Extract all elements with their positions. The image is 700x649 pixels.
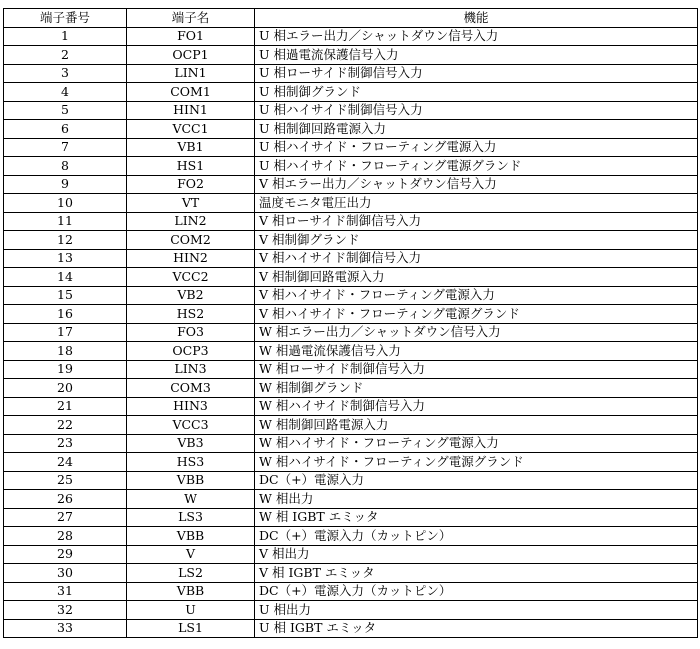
pin-name-cell: LS2	[127, 564, 255, 583]
table-row	[4, 323, 698, 342]
pin-number-cell: 33	[4, 619, 127, 638]
pin-name-cell: HIN3	[127, 397, 255, 416]
table-row	[4, 138, 698, 157]
pin-function-cell: W 相ハイサイド・フローティング電源グランド	[255, 453, 698, 472]
table-row	[4, 64, 698, 83]
table-row	[4, 305, 698, 324]
pin-function-cell: W 相エラー出力／シャットダウン信号入力	[255, 323, 698, 342]
pin-function-cell: V 相制御回路電源入力	[255, 268, 698, 287]
pin-name-cell: U	[127, 601, 255, 620]
table-row	[4, 453, 698, 472]
table-row	[4, 545, 698, 564]
pin-function-cell: V 相ハイサイド制御信号入力	[255, 249, 698, 268]
pin-name-cell: LIN1	[127, 64, 255, 83]
pin-name-cell: HS3	[127, 453, 255, 472]
pin-number-cell: 15	[4, 286, 127, 305]
pin-function-cell: V 相ローサイド制御信号入力	[255, 212, 698, 231]
pin-name-cell: FO1	[127, 27, 255, 46]
pin-function-cell: W 相過電流保護信号入力	[255, 342, 698, 361]
table-row	[4, 212, 698, 231]
pin-function-cell: DC（+）電源入力（カットピン）	[255, 582, 698, 601]
pin-name-cell: VB3	[127, 434, 255, 453]
table-header	[4, 9, 698, 28]
pin-number-cell: 30	[4, 564, 127, 583]
pin-name-cell: HS1	[127, 157, 255, 176]
table-row	[4, 601, 698, 620]
pin-function-cell: U 相エラー出力／シャットダウン信号入力	[255, 27, 698, 46]
pin-name-cell: LIN2	[127, 212, 255, 231]
table-row	[4, 83, 698, 102]
pin-number-cell: 14	[4, 268, 127, 287]
pin-name-cell: OCP3	[127, 342, 255, 361]
pin-number-cell: 23	[4, 434, 127, 453]
pin-function-cell: V 相制御グランド	[255, 231, 698, 250]
table-row	[4, 46, 698, 65]
pin-number-cell: 16	[4, 305, 127, 324]
pin-function-cell: V 相 IGBT エミッタ	[255, 564, 698, 583]
pin-name-cell: HS2	[127, 305, 255, 324]
pin-function-cell: W 相出力	[255, 490, 698, 509]
table-row	[4, 194, 698, 213]
pin-function-cell: U 相ハイサイド制御信号入力	[255, 101, 698, 120]
table-row	[4, 120, 698, 139]
pin-name-cell: COM1	[127, 83, 255, 102]
pin-number-cell: 5	[4, 101, 127, 120]
pin-name-cell: VB2	[127, 286, 255, 305]
pin-number-cell: 29	[4, 545, 127, 564]
pin-name-cell: VBB	[127, 527, 255, 546]
pin-function-table	[3, 8, 698, 638]
pin-function-cell: V 相ハイサイド・フローティング電源グランド	[255, 305, 698, 324]
pin-function-cell: U 相ローサイド制御信号入力	[255, 64, 698, 83]
pin-name-cell: FO2	[127, 175, 255, 194]
pin-number-cell: 8	[4, 157, 127, 176]
header-pin-number: 端子番号	[4, 9, 127, 28]
pin-number-cell: 32	[4, 601, 127, 620]
pin-number-cell: 2	[4, 46, 127, 65]
header-pin-name: 端子名	[127, 9, 255, 28]
table-row	[4, 101, 698, 120]
table-row	[4, 286, 698, 305]
pin-name-cell: LS3	[127, 508, 255, 527]
pin-name-cell: VCC2	[127, 268, 255, 287]
header-function: 機能	[255, 9, 698, 28]
pin-number-cell: 10	[4, 194, 127, 213]
pin-function-cell: V 相出力	[255, 545, 698, 564]
pin-number-cell: 20	[4, 379, 127, 398]
table-body	[4, 27, 698, 638]
table-row	[4, 231, 698, 250]
pin-name-cell: VCC3	[127, 416, 255, 435]
table-row	[4, 360, 698, 379]
pin-number-cell: 28	[4, 527, 127, 546]
table-row	[4, 564, 698, 583]
pin-function-cell: U 相過電流保護信号入力	[255, 46, 698, 65]
pin-number-cell: 1	[4, 27, 127, 46]
pin-function-cell: W 相ハイサイド・フローティング電源入力	[255, 434, 698, 453]
table-row	[4, 471, 698, 490]
pin-number-cell: 17	[4, 323, 127, 342]
table-row	[4, 527, 698, 546]
pin-number-cell: 27	[4, 508, 127, 527]
table-row	[4, 27, 698, 46]
pin-number-cell: 9	[4, 175, 127, 194]
table-row	[4, 582, 698, 601]
pin-function-cell: DC（+）電源入力	[255, 471, 698, 490]
pin-name-cell: VCC1	[127, 120, 255, 139]
table-row	[4, 490, 698, 509]
pin-function-cell: V 相ハイサイド・フローティング電源入力	[255, 286, 698, 305]
pin-name-cell: W	[127, 490, 255, 509]
pin-number-cell: 31	[4, 582, 127, 601]
table-row	[4, 157, 698, 176]
pin-name-cell: COM2	[127, 231, 255, 250]
table-row	[4, 508, 698, 527]
pin-number-cell: 26	[4, 490, 127, 509]
table-row	[4, 379, 698, 398]
pin-name-cell: HIN2	[127, 249, 255, 268]
pin-function-cell: W 相 IGBT エミッタ	[255, 508, 698, 527]
pin-function-cell: U 相ハイサイド・フローティング電源入力	[255, 138, 698, 157]
pin-number-cell: 4	[4, 83, 127, 102]
pin-number-cell: 6	[4, 120, 127, 139]
table-row	[4, 268, 698, 287]
pin-function-cell: 温度モニタ電圧出力	[255, 194, 698, 213]
pin-name-cell: VT	[127, 194, 255, 213]
pin-name-cell: FO3	[127, 323, 255, 342]
pin-name-cell: VBB	[127, 582, 255, 601]
pin-name-cell: HIN1	[127, 101, 255, 120]
pin-name-cell: VB1	[127, 138, 255, 157]
table-row	[4, 397, 698, 416]
pin-function-cell: U 相出力	[255, 601, 698, 620]
pin-name-cell: V	[127, 545, 255, 564]
header-row	[4, 9, 698, 28]
pin-function-cell: W 相制御回路電源入力	[255, 416, 698, 435]
pin-function-cell: W 相ローサイド制御信号入力	[255, 360, 698, 379]
table-row	[4, 434, 698, 453]
pin-function-cell: W 相ハイサイド制御信号入力	[255, 397, 698, 416]
table-row	[4, 342, 698, 361]
pin-number-cell: 3	[4, 64, 127, 83]
pin-number-cell: 24	[4, 453, 127, 472]
pin-number-cell: 11	[4, 212, 127, 231]
pin-number-cell: 18	[4, 342, 127, 361]
table-row	[4, 175, 698, 194]
pin-number-cell: 21	[4, 397, 127, 416]
pin-number-cell: 19	[4, 360, 127, 379]
pin-number-cell: 22	[4, 416, 127, 435]
pin-number-cell: 12	[4, 231, 127, 250]
pin-name-cell: VBB	[127, 471, 255, 490]
pin-function-cell: U 相ハイサイド・フローティング電源グランド	[255, 157, 698, 176]
pin-function-cell: V 相エラー出力／シャットダウン信号入力	[255, 175, 698, 194]
pin-function-cell: DC（+）電源入力（カットピン）	[255, 527, 698, 546]
pin-function-cell: U 相制御グランド	[255, 83, 698, 102]
pin-number-cell: 13	[4, 249, 127, 268]
pin-number-cell: 25	[4, 471, 127, 490]
pin-function-cell: U 相制御回路電源入力	[255, 120, 698, 139]
table-row	[4, 416, 698, 435]
pin-name-cell: LS1	[127, 619, 255, 638]
table-row	[4, 619, 698, 638]
pin-function-cell: W 相制御グランド	[255, 379, 698, 398]
pin-name-cell: OCP1	[127, 46, 255, 65]
pin-name-cell: LIN3	[127, 360, 255, 379]
pin-name-cell: COM3	[127, 379, 255, 398]
table-row	[4, 249, 698, 268]
pin-function-cell: U 相 IGBT エミッタ	[255, 619, 698, 638]
pin-number-cell: 7	[4, 138, 127, 157]
